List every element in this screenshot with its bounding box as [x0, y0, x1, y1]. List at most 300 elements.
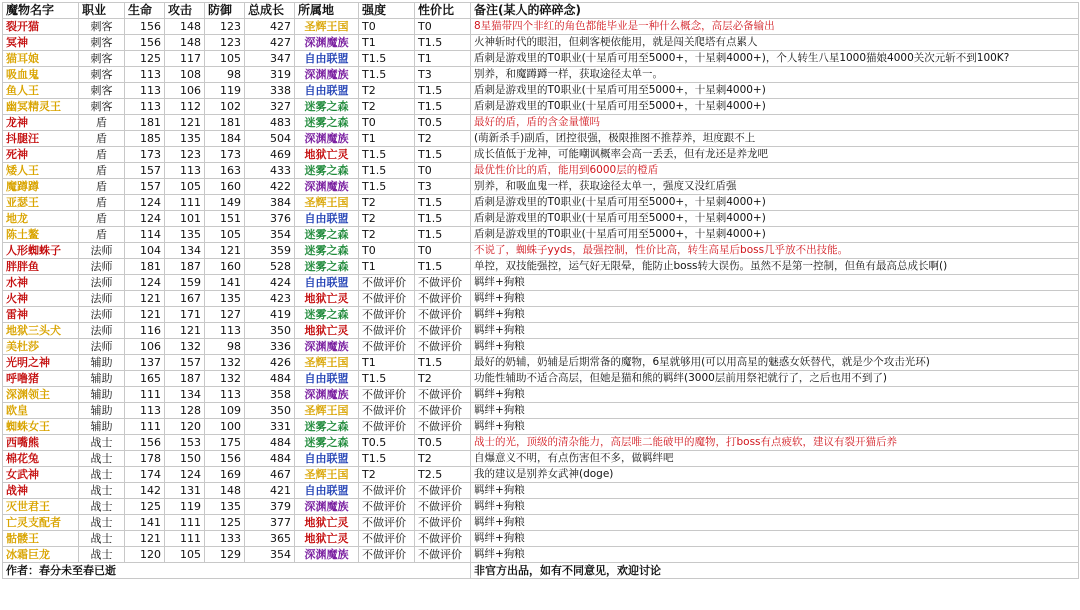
- defense-cell[interactable]: 98: [205, 339, 245, 355]
- defense-cell[interactable]: 163: [205, 163, 245, 179]
- defense-cell[interactable]: 119: [205, 83, 245, 99]
- value-cell[interactable]: 不做评价: [415, 531, 471, 547]
- tier-cell[interactable]: 不做评价: [359, 291, 415, 307]
- growth-cell[interactable]: 359: [245, 243, 295, 259]
- value-cell[interactable]: T1.5: [415, 211, 471, 227]
- monster-name[interactable]: 灭世君王: [3, 499, 79, 515]
- defense-cell[interactable]: 175: [205, 435, 245, 451]
- job-cell[interactable]: 盾: [79, 115, 125, 131]
- hp-cell[interactable]: 137: [125, 355, 165, 371]
- attack-cell[interactable]: 105: [165, 547, 205, 563]
- note-cell[interactable]: (萌新杀手)副盾，团控很强，极限推图不推荐养，坦度跟不上: [471, 131, 1079, 147]
- hp-cell[interactable]: 156: [125, 435, 165, 451]
- value-cell[interactable]: T1.5: [415, 259, 471, 275]
- job-cell[interactable]: 辅助: [79, 419, 125, 435]
- hp-cell[interactable]: 113: [125, 83, 165, 99]
- faction-cell[interactable]: 自由联盟: [295, 451, 359, 467]
- faction-cell[interactable]: 地狱亡灵: [295, 515, 359, 531]
- growth-cell[interactable]: 327: [245, 99, 295, 115]
- faction-cell[interactable]: 深渊魔族: [295, 339, 359, 355]
- note-cell[interactable]: 羁绊+狗粮: [471, 275, 1079, 291]
- value-cell[interactable]: 不做评价: [415, 291, 471, 307]
- faction-cell[interactable]: 迷雾之森: [295, 99, 359, 115]
- monster-name[interactable]: 胖胖鱼: [3, 259, 79, 275]
- faction-cell[interactable]: 地狱亡灵: [295, 323, 359, 339]
- job-cell[interactable]: 战士: [79, 531, 125, 547]
- monster-name[interactable]: 光明之神: [3, 355, 79, 371]
- defense-cell[interactable]: 141: [205, 275, 245, 291]
- tier-cell[interactable]: T1: [359, 355, 415, 371]
- defense-cell[interactable]: 135: [205, 499, 245, 515]
- defense-cell[interactable]: 132: [205, 371, 245, 387]
- monster-name[interactable]: 欧皇: [3, 403, 79, 419]
- header-hp[interactable]: 生命: [125, 3, 165, 19]
- attack-cell[interactable]: 187: [165, 371, 205, 387]
- tier-cell[interactable]: 不做评价: [359, 387, 415, 403]
- hp-cell[interactable]: 125: [125, 499, 165, 515]
- hp-cell[interactable]: 121: [125, 531, 165, 547]
- defense-cell[interactable]: 169: [205, 467, 245, 483]
- attack-cell[interactable]: 159: [165, 275, 205, 291]
- hp-cell[interactable]: 156: [125, 19, 165, 35]
- value-cell[interactable]: 不做评价: [415, 307, 471, 323]
- job-cell[interactable]: 法师: [79, 291, 125, 307]
- defense-cell[interactable]: 160: [205, 259, 245, 275]
- growth-cell[interactable]: 354: [245, 547, 295, 563]
- faction-cell[interactable]: 地狱亡灵: [295, 147, 359, 163]
- hp-cell[interactable]: 173: [125, 147, 165, 163]
- job-cell[interactable]: 战士: [79, 483, 125, 499]
- monster-name[interactable]: 冥神: [3, 35, 79, 51]
- attack-cell[interactable]: 101: [165, 211, 205, 227]
- note-cell[interactable]: 战士的光，顶级的清杂能力，高层唯二能破甲的魔物，打boss有点疲软，建议有裂开猫后养: [471, 435, 1079, 451]
- tier-cell[interactable]: T1.5: [359, 451, 415, 467]
- note-cell[interactable]: 羁绊+狗粮: [471, 419, 1079, 435]
- defense-cell[interactable]: 109: [205, 403, 245, 419]
- monster-name[interactable]: 死神: [3, 147, 79, 163]
- monster-name[interactable]: 西嘴熊: [3, 435, 79, 451]
- attack-cell[interactable]: 134: [165, 243, 205, 259]
- faction-cell[interactable]: 圣辉王国: [295, 467, 359, 483]
- monster-name[interactable]: 矮人王: [3, 163, 79, 179]
- faction-cell[interactable]: 迷雾之森: [295, 163, 359, 179]
- defense-cell[interactable]: 113: [205, 387, 245, 403]
- growth-cell[interactable]: 483: [245, 115, 295, 131]
- attack-cell[interactable]: 121: [165, 115, 205, 131]
- faction-cell[interactable]: 自由联盟: [295, 211, 359, 227]
- attack-cell[interactable]: 135: [165, 131, 205, 147]
- hp-cell[interactable]: 125: [125, 51, 165, 67]
- defense-cell[interactable]: 105: [205, 227, 245, 243]
- monster-name[interactable]: 幽冥精灵王: [3, 99, 79, 115]
- tier-cell[interactable]: T0.5: [359, 435, 415, 451]
- monster-name[interactable]: 抖腿汪: [3, 131, 79, 147]
- growth-cell[interactable]: 426: [245, 355, 295, 371]
- note-cell[interactable]: 最好的盾，盾的含金量懂吗: [471, 115, 1079, 131]
- job-cell[interactable]: 辅助: [79, 371, 125, 387]
- defense-cell[interactable]: 149: [205, 195, 245, 211]
- value-cell[interactable]: 不做评价: [415, 403, 471, 419]
- attack-cell[interactable]: 132: [165, 339, 205, 355]
- monster-name[interactable]: 骷髅王: [3, 531, 79, 547]
- value-cell[interactable]: T3: [415, 179, 471, 195]
- attack-cell[interactable]: 187: [165, 259, 205, 275]
- monster-name[interactable]: 美杜莎: [3, 339, 79, 355]
- job-cell[interactable]: 盾: [79, 195, 125, 211]
- hp-cell[interactable]: 120: [125, 547, 165, 563]
- note-cell[interactable]: 功能性辅助不适合高层，但她是猫和熊的羁绊(3000层前用祭祀就行了，之后也用不到了): [471, 371, 1079, 387]
- attack-cell[interactable]: 117: [165, 51, 205, 67]
- attack-cell[interactable]: 111: [165, 195, 205, 211]
- growth-cell[interactable]: 427: [245, 35, 295, 51]
- faction-cell[interactable]: 迷雾之森: [295, 435, 359, 451]
- hp-cell[interactable]: 116: [125, 323, 165, 339]
- value-cell[interactable]: 不做评价: [415, 515, 471, 531]
- tier-cell[interactable]: 不做评价: [359, 323, 415, 339]
- defense-cell[interactable]: 135: [205, 291, 245, 307]
- value-cell[interactable]: T0: [415, 243, 471, 259]
- hp-cell[interactable]: 106: [125, 339, 165, 355]
- note-cell[interactable]: 自爆意义不明，有点伤害但不多，做羁绊吧: [471, 451, 1079, 467]
- attack-cell[interactable]: 157: [165, 355, 205, 371]
- job-cell[interactable]: 法师: [79, 307, 125, 323]
- hp-cell[interactable]: 165: [125, 371, 165, 387]
- growth-cell[interactable]: 354: [245, 227, 295, 243]
- job-cell[interactable]: 盾: [79, 131, 125, 147]
- value-cell[interactable]: T1.5: [415, 355, 471, 371]
- defense-cell[interactable]: 156: [205, 451, 245, 467]
- attack-cell[interactable]: 148: [165, 19, 205, 35]
- note-cell[interactable]: 最优性价比的盾，能用到6000层的橙盾: [471, 163, 1079, 179]
- value-cell[interactable]: T0.5: [415, 435, 471, 451]
- tier-cell[interactable]: T2: [359, 195, 415, 211]
- tier-cell[interactable]: T1: [359, 35, 415, 51]
- hp-cell[interactable]: 181: [125, 259, 165, 275]
- value-cell[interactable]: 不做评价: [415, 339, 471, 355]
- hp-cell[interactable]: 157: [125, 163, 165, 179]
- tier-cell[interactable]: 不做评价: [359, 339, 415, 355]
- faction-cell[interactable]: 深渊魔族: [295, 387, 359, 403]
- monster-name[interactable]: 亚瑟王: [3, 195, 79, 211]
- attack-cell[interactable]: 111: [165, 531, 205, 547]
- attack-cell[interactable]: 135: [165, 227, 205, 243]
- note-cell[interactable]: 我的建议是别养女武神(doge): [471, 467, 1079, 483]
- tier-cell[interactable]: T1.5: [359, 371, 415, 387]
- value-cell[interactable]: 不做评价: [415, 483, 471, 499]
- tier-cell[interactable]: T1.5: [359, 163, 415, 179]
- header-growth[interactable]: 总成长: [245, 3, 295, 19]
- faction-cell[interactable]: 圣辉王国: [295, 19, 359, 35]
- value-cell[interactable]: 不做评价: [415, 547, 471, 563]
- tier-cell[interactable]: 不做评价: [359, 419, 415, 435]
- growth-cell[interactable]: 433: [245, 163, 295, 179]
- defense-cell[interactable]: 100: [205, 419, 245, 435]
- faction-cell[interactable]: 自由联盟: [295, 483, 359, 499]
- attack-cell[interactable]: 124: [165, 467, 205, 483]
- attack-cell[interactable]: 119: [165, 499, 205, 515]
- attack-cell[interactable]: 120: [165, 419, 205, 435]
- job-cell[interactable]: 战士: [79, 467, 125, 483]
- monster-name[interactable]: 猫耳娘: [3, 51, 79, 67]
- defense-cell[interactable]: 129: [205, 547, 245, 563]
- hp-cell[interactable]: 111: [125, 387, 165, 403]
- monster-name[interactable]: 地狱三头犬: [3, 323, 79, 339]
- attack-cell[interactable]: 167: [165, 291, 205, 307]
- growth-cell[interactable]: 350: [245, 403, 295, 419]
- defense-cell[interactable]: 133: [205, 531, 245, 547]
- defense-cell[interactable]: 132: [205, 355, 245, 371]
- job-cell[interactable]: 战士: [79, 451, 125, 467]
- job-cell[interactable]: 战士: [79, 515, 125, 531]
- faction-cell[interactable]: 圣辉王国: [295, 403, 359, 419]
- growth-cell[interactable]: 319: [245, 67, 295, 83]
- job-cell[interactable]: 刺客: [79, 67, 125, 83]
- hp-cell[interactable]: 124: [125, 211, 165, 227]
- header-faction[interactable]: 所属地: [295, 3, 359, 19]
- hp-cell[interactable]: 121: [125, 307, 165, 323]
- job-cell[interactable]: 法师: [79, 323, 125, 339]
- disclaimer-note[interactable]: 非官方出品，如有不同意见，欢迎讨论: [471, 563, 1079, 579]
- faction-cell[interactable]: 深渊魔族: [295, 179, 359, 195]
- note-cell[interactable]: 羁绊+狗粮: [471, 403, 1079, 419]
- author-credit[interactable]: 作者：春分未至春已逝: [3, 563, 471, 579]
- job-cell[interactable]: 盾: [79, 163, 125, 179]
- monster-name[interactable]: 雷神: [3, 307, 79, 323]
- faction-cell[interactable]: 迷雾之森: [295, 115, 359, 131]
- tier-cell[interactable]: T0: [359, 115, 415, 131]
- value-cell[interactable]: T1.5: [415, 83, 471, 99]
- faction-cell[interactable]: 地狱亡灵: [295, 291, 359, 307]
- growth-cell[interactable]: 379: [245, 499, 295, 515]
- note-cell[interactable]: 盾刺是游戏里的T0职业(十星盾可用至5000+，十星刺4000+)，个人转生八星1000猫娘4000关次元斩不到100K?: [471, 51, 1079, 67]
- job-cell[interactable]: 法师: [79, 259, 125, 275]
- job-cell[interactable]: 刺客: [79, 51, 125, 67]
- note-cell[interactable]: 羁绊+狗粮: [471, 307, 1079, 323]
- job-cell[interactable]: 盾: [79, 227, 125, 243]
- defense-cell[interactable]: 151: [205, 211, 245, 227]
- header-name[interactable]: 魔物名字: [3, 3, 79, 19]
- monster-name[interactable]: 吸血鬼: [3, 67, 79, 83]
- value-cell[interactable]: T1.5: [415, 195, 471, 211]
- tier-cell[interactable]: 不做评价: [359, 403, 415, 419]
- note-cell[interactable]: 盾刺是游戏里的T0职业(十星盾可用至5000+，十星刺4000+): [471, 227, 1079, 243]
- note-cell[interactable]: 成长值低于龙神，可能嘲讽概率会高一丢丢，但有龙还是养龙吧: [471, 147, 1079, 163]
- note-cell[interactable]: 羁绊+狗粮: [471, 323, 1079, 339]
- faction-cell[interactable]: 深渊魔族: [295, 547, 359, 563]
- defense-cell[interactable]: 125: [205, 515, 245, 531]
- faction-cell[interactable]: 自由联盟: [295, 83, 359, 99]
- value-cell[interactable]: T1.5: [415, 99, 471, 115]
- hp-cell[interactable]: 113: [125, 403, 165, 419]
- value-cell[interactable]: T2: [415, 371, 471, 387]
- note-cell[interactable]: 羁绊+狗粮: [471, 499, 1079, 515]
- growth-cell[interactable]: 347: [245, 51, 295, 67]
- job-cell[interactable]: 法师: [79, 339, 125, 355]
- attack-cell[interactable]: 105: [165, 179, 205, 195]
- monster-name[interactable]: 魔蹲蹲: [3, 179, 79, 195]
- tier-cell[interactable]: T2: [359, 227, 415, 243]
- growth-cell[interactable]: 384: [245, 195, 295, 211]
- defense-cell[interactable]: 102: [205, 99, 245, 115]
- growth-cell[interactable]: 350: [245, 323, 295, 339]
- value-cell[interactable]: T0.5: [415, 115, 471, 131]
- hp-cell[interactable]: 141: [125, 515, 165, 531]
- growth-cell[interactable]: 376: [245, 211, 295, 227]
- hp-cell[interactable]: 124: [125, 275, 165, 291]
- value-cell[interactable]: 不做评价: [415, 275, 471, 291]
- attack-cell[interactable]: 121: [165, 323, 205, 339]
- defense-cell[interactable]: 127: [205, 307, 245, 323]
- value-cell[interactable]: T0: [415, 19, 471, 35]
- attack-cell[interactable]: 148: [165, 35, 205, 51]
- tier-cell[interactable]: 不做评价: [359, 515, 415, 531]
- defense-cell[interactable]: 121: [205, 243, 245, 259]
- job-cell[interactable]: 刺客: [79, 35, 125, 51]
- monster-name[interactable]: 人形蜘蛛子: [3, 243, 79, 259]
- growth-cell[interactable]: 422: [245, 179, 295, 195]
- value-cell[interactable]: T1.5: [415, 227, 471, 243]
- defense-cell[interactable]: 98: [205, 67, 245, 83]
- attack-cell[interactable]: 111: [165, 515, 205, 531]
- value-cell[interactable]: T2: [415, 451, 471, 467]
- monster-name[interactable]: 陈土鳌: [3, 227, 79, 243]
- attack-cell[interactable]: 112: [165, 99, 205, 115]
- value-cell[interactable]: T1.5: [415, 35, 471, 51]
- hp-cell[interactable]: 113: [125, 99, 165, 115]
- monster-name[interactable]: 裂开猫: [3, 19, 79, 35]
- job-cell[interactable]: 战士: [79, 547, 125, 563]
- job-cell[interactable]: 刺客: [79, 83, 125, 99]
- value-cell[interactable]: T2.5: [415, 467, 471, 483]
- growth-cell[interactable]: 338: [245, 83, 295, 99]
- attack-cell[interactable]: 108: [165, 67, 205, 83]
- monster-name[interactable]: 龙神: [3, 115, 79, 131]
- note-cell[interactable]: 羁绊+狗粮: [471, 547, 1079, 563]
- faction-cell[interactable]: 迷雾之森: [295, 227, 359, 243]
- defense-cell[interactable]: 105: [205, 51, 245, 67]
- job-cell[interactable]: 法师: [79, 275, 125, 291]
- tier-cell[interactable]: 不做评价: [359, 499, 415, 515]
- tier-cell[interactable]: 不做评价: [359, 483, 415, 499]
- faction-cell[interactable]: 深渊魔族: [295, 499, 359, 515]
- job-cell[interactable]: 辅助: [79, 403, 125, 419]
- attack-cell[interactable]: 128: [165, 403, 205, 419]
- attack-cell[interactable]: 171: [165, 307, 205, 323]
- job-cell[interactable]: 刺客: [79, 99, 125, 115]
- defense-cell[interactable]: 181: [205, 115, 245, 131]
- tier-cell[interactable]: T2: [359, 83, 415, 99]
- faction-cell[interactable]: 自由联盟: [295, 275, 359, 291]
- tier-cell[interactable]: 不做评价: [359, 307, 415, 323]
- note-cell[interactable]: 盾刺是游戏里的T0职业(十星盾可用至5000+，十星刺4000+): [471, 211, 1079, 227]
- attack-cell[interactable]: 150: [165, 451, 205, 467]
- hp-cell[interactable]: 174: [125, 467, 165, 483]
- faction-cell[interactable]: 深渊魔族: [295, 35, 359, 51]
- job-cell[interactable]: 辅助: [79, 387, 125, 403]
- hp-cell[interactable]: 178: [125, 451, 165, 467]
- note-cell[interactable]: 8星猫带四个非红的角色都能毕业是一种什么概念，高层必备输出: [471, 19, 1079, 35]
- defense-cell[interactable]: 160: [205, 179, 245, 195]
- tier-cell[interactable]: T1.5: [359, 179, 415, 195]
- faction-cell[interactable]: 迷雾之森: [295, 419, 359, 435]
- growth-cell[interactable]: 504: [245, 131, 295, 147]
- growth-cell[interactable]: 484: [245, 451, 295, 467]
- job-cell[interactable]: 盾: [79, 211, 125, 227]
- faction-cell[interactable]: 自由联盟: [295, 51, 359, 67]
- monster-name[interactable]: 蜘蛛女王: [3, 419, 79, 435]
- job-cell[interactable]: 法师: [79, 243, 125, 259]
- value-cell[interactable]: 不做评价: [415, 387, 471, 403]
- hp-cell[interactable]: 156: [125, 35, 165, 51]
- hp-cell[interactable]: 142: [125, 483, 165, 499]
- hp-cell[interactable]: 157: [125, 179, 165, 195]
- note-cell[interactable]: 羁绊+狗粮: [471, 387, 1079, 403]
- faction-cell[interactable]: 迷雾之森: [295, 259, 359, 275]
- growth-cell[interactable]: 427: [245, 19, 295, 35]
- tier-cell[interactable]: T1: [359, 131, 415, 147]
- monster-name[interactable]: 地龙: [3, 211, 79, 227]
- hp-cell[interactable]: 181: [125, 115, 165, 131]
- tier-cell[interactable]: T2: [359, 467, 415, 483]
- note-cell[interactable]: 别养，和魔蹲蹲一样，获取途径太单一。: [471, 67, 1079, 83]
- growth-cell[interactable]: 484: [245, 435, 295, 451]
- growth-cell[interactable]: 421: [245, 483, 295, 499]
- value-cell[interactable]: T0: [415, 163, 471, 179]
- job-cell[interactable]: 刺客: [79, 19, 125, 35]
- value-cell[interactable]: 不做评价: [415, 499, 471, 515]
- growth-cell[interactable]: 358: [245, 387, 295, 403]
- value-cell[interactable]: T1.5: [415, 147, 471, 163]
- tier-cell[interactable]: 不做评价: [359, 531, 415, 547]
- monster-name[interactable]: 战神: [3, 483, 79, 499]
- hp-cell[interactable]: 185: [125, 131, 165, 147]
- faction-cell[interactable]: 迷雾之森: [295, 307, 359, 323]
- hp-cell[interactable]: 111: [125, 419, 165, 435]
- defense-cell[interactable]: 173: [205, 147, 245, 163]
- tier-cell[interactable]: T1.5: [359, 67, 415, 83]
- growth-cell[interactable]: 528: [245, 259, 295, 275]
- growth-cell[interactable]: 377: [245, 515, 295, 531]
- note-cell[interactable]: 火神斩时代的眼泪，但刺客梗依能用，就是闯关爬塔有点累人: [471, 35, 1079, 51]
- header-defense[interactable]: 防御: [205, 3, 245, 19]
- monster-name[interactable]: 冰霜巨龙: [3, 547, 79, 563]
- tier-cell[interactable]: 不做评价: [359, 275, 415, 291]
- tier-cell[interactable]: T2: [359, 99, 415, 115]
- growth-cell[interactable]: 484: [245, 371, 295, 387]
- tier-cell[interactable]: T0: [359, 243, 415, 259]
- tier-cell[interactable]: 不做评价: [359, 547, 415, 563]
- tier-cell[interactable]: T1: [359, 259, 415, 275]
- note-cell[interactable]: 别养，和吸血鬼一样，获取途径太单一，强度又没红盾强: [471, 179, 1079, 195]
- faction-cell[interactable]: 圣辉王国: [295, 355, 359, 371]
- job-cell[interactable]: 战士: [79, 499, 125, 515]
- header-tier[interactable]: 强度: [359, 3, 415, 19]
- growth-cell[interactable]: 423: [245, 291, 295, 307]
- faction-cell[interactable]: 地狱亡灵: [295, 531, 359, 547]
- value-cell[interactable]: 不做评价: [415, 323, 471, 339]
- header-attack[interactable]: 攻击: [165, 3, 205, 19]
- note-cell[interactable]: 羁绊+狗粮: [471, 531, 1079, 547]
- note-cell[interactable]: 单控，双技能强控，运气好无限晕，能防止boss转大误伤。虽然不是第一控制，但鱼有最高总成长啊(): [471, 259, 1079, 275]
- attack-cell[interactable]: 106: [165, 83, 205, 99]
- growth-cell[interactable]: 424: [245, 275, 295, 291]
- tier-cell[interactable]: T1.5: [359, 51, 415, 67]
- defense-cell[interactable]: 184: [205, 131, 245, 147]
- note-cell[interactable]: 羁绊+狗粮: [471, 483, 1079, 499]
- growth-cell[interactable]: 331: [245, 419, 295, 435]
- defense-cell[interactable]: 148: [205, 483, 245, 499]
- faction-cell[interactable]: 深渊魔族: [295, 131, 359, 147]
